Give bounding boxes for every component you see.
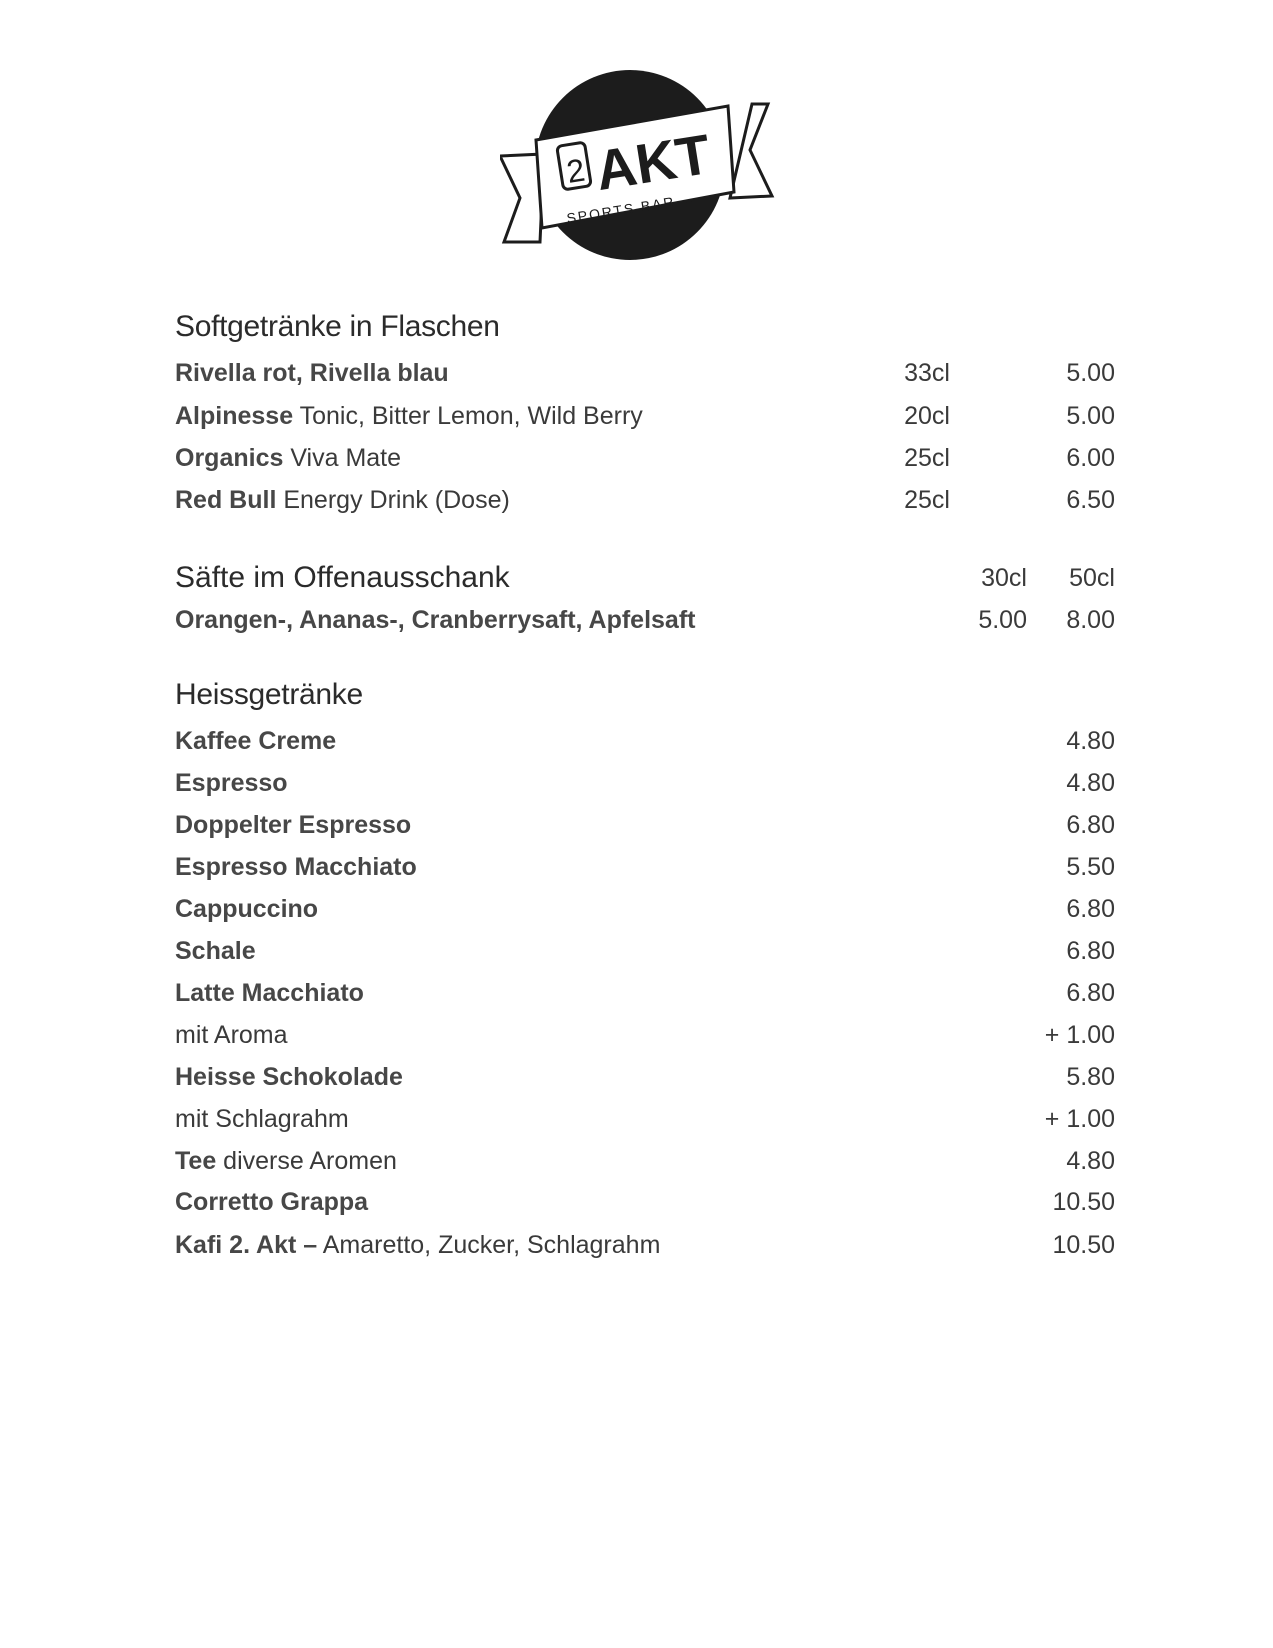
menu-item — [175, 438, 1115, 478]
item-name: Kafi 2. Akt – — [175, 1231, 318, 1259]
item-price: 4.80 — [1066, 727, 1115, 755]
item-desc: mit Aroma — [175, 1021, 288, 1049]
menu-item — [175, 353, 1115, 393]
item-price: 6.00 — [1066, 444, 1115, 472]
section-title-softdrinks: Softgetränke in Flaschen — [175, 310, 500, 343]
section-title-hot-drinks: Heissgetränke — [175, 678, 363, 711]
sports-bar-logo — [500, 70, 790, 275]
item-name: Rivella rot, Rivella blau — [175, 359, 449, 387]
logo-word: AKT — [591, 121, 715, 203]
item-desc: Viva Mate — [283, 444, 402, 472]
menu-item — [175, 847, 1115, 887]
menu-item — [175, 1141, 1115, 1181]
item-price: 5.50 — [1066, 853, 1115, 881]
item-name: Corretto Grappa — [175, 1188, 369, 1216]
logo-number: 2 — [564, 151, 588, 190]
item-price: + 1.00 — [1044, 1105, 1115, 1133]
menu-item — [175, 1099, 1115, 1139]
menu-item — [175, 480, 1115, 520]
item-size: 33cl — [904, 359, 950, 387]
item-name: Red Bull — [175, 486, 277, 514]
item-price: 5.00 — [1066, 402, 1115, 430]
item-price-50cl: 8.00 — [1066, 606, 1115, 634]
item-name: Cappuccino — [175, 895, 319, 923]
item-price: 10.50 — [1052, 1231, 1115, 1259]
item-name: Doppelter Espresso — [175, 811, 412, 839]
menu-item — [175, 396, 1115, 436]
item-price-30cl: 5.00 — [978, 606, 1027, 634]
item-name: Latte Macchiato — [175, 979, 364, 1007]
column-header-50cl: 50cl — [1069, 564, 1115, 592]
item-name: Espresso — [175, 769, 288, 797]
item-size: 25cl — [904, 486, 950, 514]
item-price: 6.80 — [1066, 937, 1115, 965]
item-price: 5.80 — [1066, 1063, 1115, 1091]
item-name: Espresso Macchiato — [175, 853, 417, 881]
section-title-juices: Säfte im Offenausschank — [175, 561, 510, 594]
item-price: 6.80 — [1066, 895, 1115, 923]
section-header-juices — [175, 558, 1115, 602]
item-name: Organics — [175, 444, 284, 472]
item-size: 20cl — [904, 402, 950, 430]
item-price: 4.80 — [1066, 769, 1115, 797]
item-price: 4.80 — [1066, 1147, 1115, 1175]
logo-subtitle: SPORTS BAR — [565, 193, 677, 227]
item-desc: Amaretto, Zucker, Schlagrahm — [317, 1231, 661, 1259]
item-name: Kaffee Creme — [175, 727, 337, 755]
menu-item — [175, 1182, 1115, 1222]
item-name: Alpinesse — [175, 402, 294, 430]
item-name: Heisse Schokolade — [175, 1063, 403, 1091]
menu-item — [175, 1057, 1115, 1097]
item-price: 5.00 — [1066, 359, 1115, 387]
menu-item — [175, 1015, 1115, 1055]
item-price: + 1.00 — [1044, 1021, 1115, 1049]
menu-item — [175, 721, 1115, 761]
item-price: 6.80 — [1066, 979, 1115, 1007]
item-desc: Energy Drink (Dose) — [276, 486, 510, 514]
item-name: Schale — [175, 937, 256, 965]
menu-item — [175, 973, 1115, 1013]
item-desc: Tonic, Bitter Lemon, Wild Berry — [293, 402, 643, 430]
item-price: 6.80 — [1066, 811, 1115, 839]
menu-item — [175, 889, 1115, 929]
menu-item — [175, 600, 1115, 640]
menu-item — [175, 763, 1115, 803]
item-name: Orangen-, Ananas-, Cranberrysaft, Apfelsaft — [175, 606, 696, 634]
item-size: 25cl — [904, 444, 950, 472]
menu-item — [175, 931, 1115, 971]
item-desc: diverse Aromen — [216, 1147, 397, 1175]
item-price: 6.50 — [1066, 486, 1115, 514]
column-header-30cl: 30cl — [981, 564, 1027, 592]
item-price: 10.50 — [1052, 1188, 1115, 1216]
item-desc: mit Schlagrahm — [175, 1105, 349, 1133]
menu-item — [175, 1225, 1115, 1265]
item-name: Tee — [175, 1147, 217, 1175]
menu-item — [175, 805, 1115, 845]
